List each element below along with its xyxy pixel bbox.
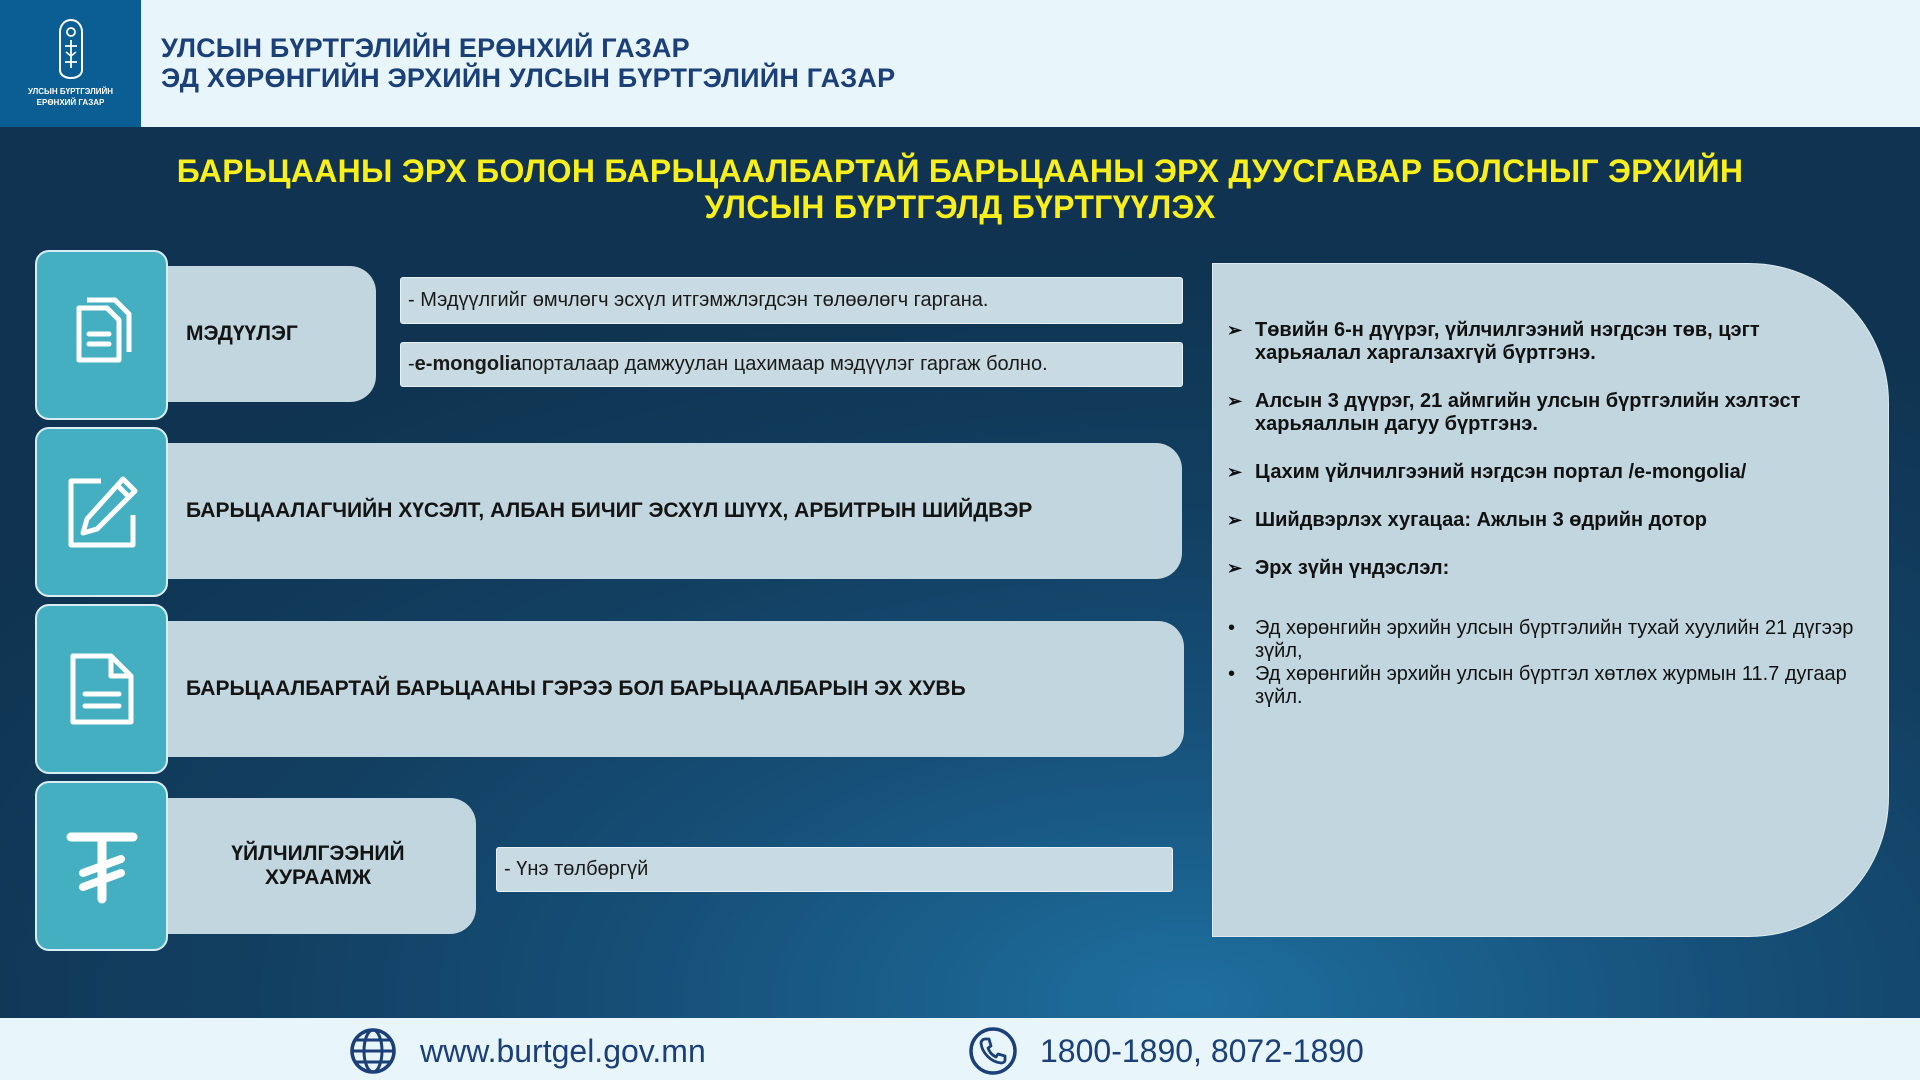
fee-note bbox=[496, 847, 1173, 892]
contract-label: БАРЬЦААЛБАРТАЙ БАРЬЦААНЫ ГЭРЭЭ БОЛ БАРЬЦААЛБАРЫН ЭХ ХУВЬ bbox=[186, 677, 966, 700]
page-title bbox=[120, 153, 1800, 225]
page-title-line1: БАРЬЦААНЫ ЭРХ БОЛОН БАРЬЦААЛБАРТАЙ БАРЬЦААНЫ ЭРХ ДУУСГАВАР БОЛСНЫГ ЭРХИЙН bbox=[176, 153, 1744, 189]
application-note-2-bold: e-mongolia bbox=[414, 353, 522, 375]
edit-icon bbox=[61, 471, 143, 553]
edit-icon-box bbox=[35, 427, 168, 597]
fee-label-line1: ҮЙЛЧИЛГЭЭНИЙ bbox=[231, 842, 405, 865]
fee-note-text: - Үнэ төлбөргүй bbox=[504, 858, 649, 880]
org-title-line2: ЭД ХӨРӨНГИЙН ЭРХИЙН УЛСЫН БҮРТГЭЛИЙН ГАЗАР bbox=[161, 63, 896, 93]
request-label: БАРЬЦААЛАГЧИЙН ХҮСЭЛТ, АЛБАН БИЧИГ ЭСХҮЛ ШҮҮХ, АРБИТРЫН ШИЙДВЭР bbox=[186, 499, 1033, 522]
application-note-1 bbox=[400, 277, 1183, 324]
tugrik-icon bbox=[61, 825, 143, 907]
application-note-2-text: порталаар дамжуулан цахимаар мэдүүлэг гаргаж болно. bbox=[521, 353, 1048, 375]
fee-label-line2: ХУРААМЖ bbox=[264, 866, 372, 889]
application-panel bbox=[160, 266, 376, 402]
document-icon-box bbox=[35, 604, 168, 774]
logo-text-line2: ЕРӨНХИЙ ГАЗАР bbox=[36, 98, 105, 107]
documents-icon-box bbox=[35, 250, 168, 420]
org-title-line1: УЛСЫН БҮРТГЭЛИЙН ЕРӨНХИЙ ГАЗАР bbox=[161, 33, 690, 63]
application-note-2-prefix: - bbox=[408, 353, 415, 375]
application-label: МЭДҮҮЛЭГ bbox=[186, 322, 298, 345]
phone-text: 1800-1890, 8072-1890 bbox=[1040, 1032, 1364, 1069]
logo-text bbox=[4, 86, 137, 108]
tugrik-icon-box bbox=[35, 781, 168, 951]
header bbox=[0, 0, 1920, 127]
website-link[interactable] bbox=[348, 1026, 706, 1076]
phone-link[interactable] bbox=[968, 1026, 1364, 1076]
page-title-line2: УЛСЫН БҮРТГЭЛД БҮРТГҮҮЛЭХ bbox=[704, 189, 1216, 225]
legal-basis-list bbox=[1227, 617, 1867, 709]
legal-basis-item: • Эд хөрөнгийн эрхийн улсын бүртгэл хөтлөх журмын 11.7 дугаар зүйл. bbox=[1227, 663, 1867, 709]
info-point: ➢ Шийдвэрлэх хугацаа: Ажлын 3 өдрийн дотор bbox=[1227, 509, 1867, 532]
request-panel bbox=[160, 443, 1182, 579]
info-point: ➢ Алсын 3 дүүрэг, 21 аймгийн улсын бүртгэлийн хэлтэст харьяаллын дагуу бүртгэнэ. bbox=[1227, 390, 1867, 436]
application-note-2 bbox=[400, 342, 1183, 387]
info-points bbox=[1227, 319, 1867, 605]
fee-panel bbox=[160, 798, 476, 934]
application-note-1-text: - Мэдүүлгийг өмчлөгч эсхүл итгэмжлэгдсэн төлөөлөгч гаргана. bbox=[408, 289, 989, 311]
globe-icon bbox=[348, 1026, 398, 1076]
documents-icon bbox=[61, 294, 143, 376]
website-text: www.burtgel.gov.mn bbox=[420, 1032, 706, 1069]
main-content bbox=[0, 127, 1920, 1018]
logo-text-line1: УЛСЫН БҮРТГЭЛИЙН bbox=[27, 87, 114, 96]
info-point: ➢ Төвийн 6-н дүүрэг, үйлчилгээний нэгдсэн төв, цэгт харьяалал харгалзахгүй бүртгэнэ. bbox=[1227, 319, 1867, 365]
document-icon bbox=[61, 648, 143, 730]
info-point: ➢ Цахим үйлчилгээний нэгдсэн портал /e-mongolia/ bbox=[1227, 461, 1867, 484]
info-card bbox=[1212, 263, 1889, 937]
logo[interactable] bbox=[0, 0, 141, 127]
legal-basis-item: • Эд хөрөнгийн эрхийн улсын бүртгэлийн тухай хуулийн 21 дүгээр зүйл, bbox=[1227, 617, 1867, 663]
emblem-icon bbox=[56, 18, 86, 80]
info-point: ➢ Эрх зүйн үндэслэл: bbox=[1227, 557, 1867, 580]
footer bbox=[0, 1018, 1920, 1080]
phone-icon bbox=[968, 1026, 1018, 1076]
contract-panel bbox=[160, 621, 1184, 757]
